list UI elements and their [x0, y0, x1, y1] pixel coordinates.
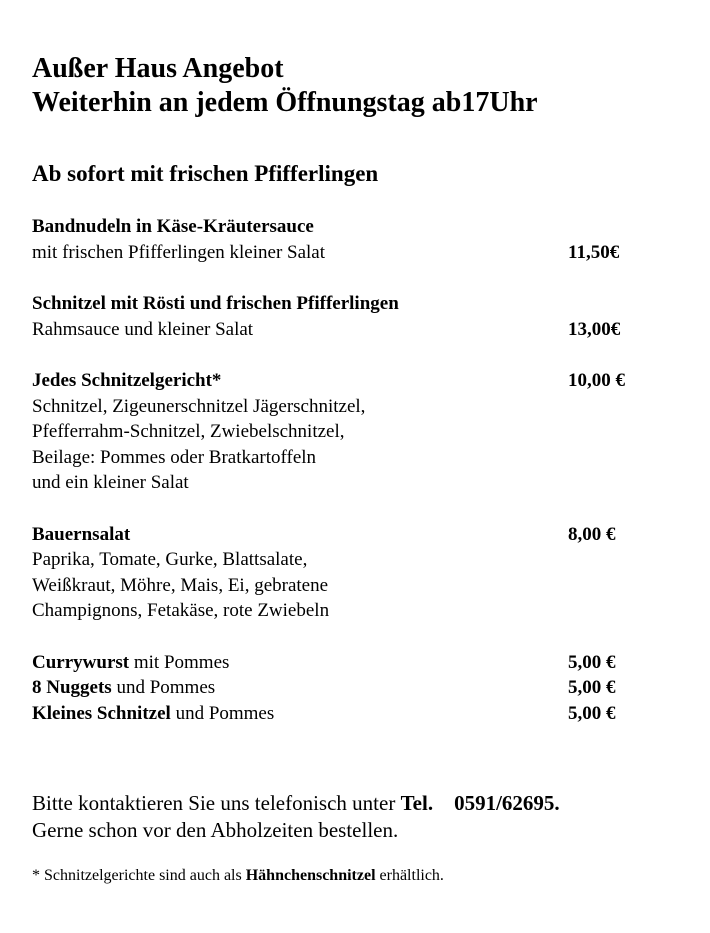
- tel-label: Tel.: [400, 791, 434, 815]
- short-item-price: 5,00 €: [568, 651, 616, 673]
- short-item-price: 5,00 €: [568, 677, 616, 698]
- menu-item-price: 8,00 €: [568, 523, 616, 545]
- menu-item-desc: Beilage: Pommes oder Bratkartoffeln: [32, 446, 317, 468]
- phone-number: 0591/62695.: [454, 791, 560, 815]
- footnote: [32, 866, 672, 886]
- menu-item-bauernsalat: [32, 522, 672, 624]
- short-item-rest: mit Pommes: [129, 651, 230, 673]
- short-items-list: [32, 650, 672, 727]
- menu-item-name: Jedes Schnitzelgericht*: [32, 370, 222, 391]
- short-item-name: Kleines Schnitzel: [32, 702, 171, 724]
- short-item-rest: und Pommes: [170, 702, 275, 724]
- short-item-name: 8 Nuggets: [32, 677, 112, 698]
- list-item: [32, 701, 672, 727]
- footnote-suffix: erhältlich.: [375, 867, 444, 884]
- short-item-rest: und Pommes: [111, 677, 216, 698]
- menu-item-desc: mit frischen Pfifferlingen kleiner Salat: [32, 241, 326, 263]
- menu-item-price: 13,00€: [568, 318, 621, 340]
- menu-item-desc: Pfefferrahm-Schnitzel, Zwiebelschnitzel,: [32, 421, 345, 442]
- page-title: [32, 52, 672, 120]
- menu-item-schnitzel-roesti: [32, 291, 672, 342]
- menu-item-name: Bauernsalat: [32, 523, 131, 545]
- menu-item-name: Bandnudeln in Käse-Kräutersauce: [32, 216, 314, 237]
- menu-item-price: 11,50€: [568, 241, 620, 263]
- menu-item-schnitzelgericht: [32, 368, 672, 496]
- menu-item-desc: Weißkraut, Möhre, Mais, Ei, gebratene: [32, 574, 329, 596]
- menu-item-bandnudeln: [32, 214, 672, 265]
- menu-item-desc: Schnitzel, Zigeunerschnitzel Jägerschnitzel,: [32, 395, 366, 417]
- menu-item-desc: Paprika, Tomate, Gurke, Blattsalate,: [32, 549, 308, 570]
- title-line-1: Außer Haus Angebot: [32, 53, 284, 84]
- menu-item-desc: Rahmsauce und kleiner Salat: [32, 318, 254, 340]
- list-item: [32, 675, 672, 701]
- menu-page: [32, 52, 672, 886]
- contact-info: [32, 790, 672, 844]
- menu-item-name: Schnitzel mit Rösti und frischen Pfifferlingen: [32, 293, 399, 314]
- short-item-name: Currywurst: [32, 651, 130, 673]
- footnote-bold: Hähnchenschnitzel: [245, 867, 376, 884]
- menu-item-price: 10,00 €: [568, 370, 625, 391]
- contact-line-2: Gerne schon vor den Abholzeiten bestellen.: [32, 818, 399, 842]
- menu-item-desc: Champignons, Fetakäse, rote Zwiebeln: [32, 600, 330, 621]
- footnote-prefix: * Schnitzelgerichte sind auch als: [32, 867, 246, 884]
- menu-item-desc: und ein kleiner Salat: [32, 472, 189, 493]
- page-subtitle: Ab sofort mit frischen Pfifferlingen: [32, 161, 379, 186]
- title-line-2: Weiterhin an jedem Öffnungstag ab17Uhr: [32, 87, 538, 118]
- list-item: [32, 650, 672, 676]
- contact-text: Bitte kontaktieren Sie uns telefonisch unter: [32, 791, 401, 815]
- short-item-price: 5,00 €: [568, 702, 616, 724]
